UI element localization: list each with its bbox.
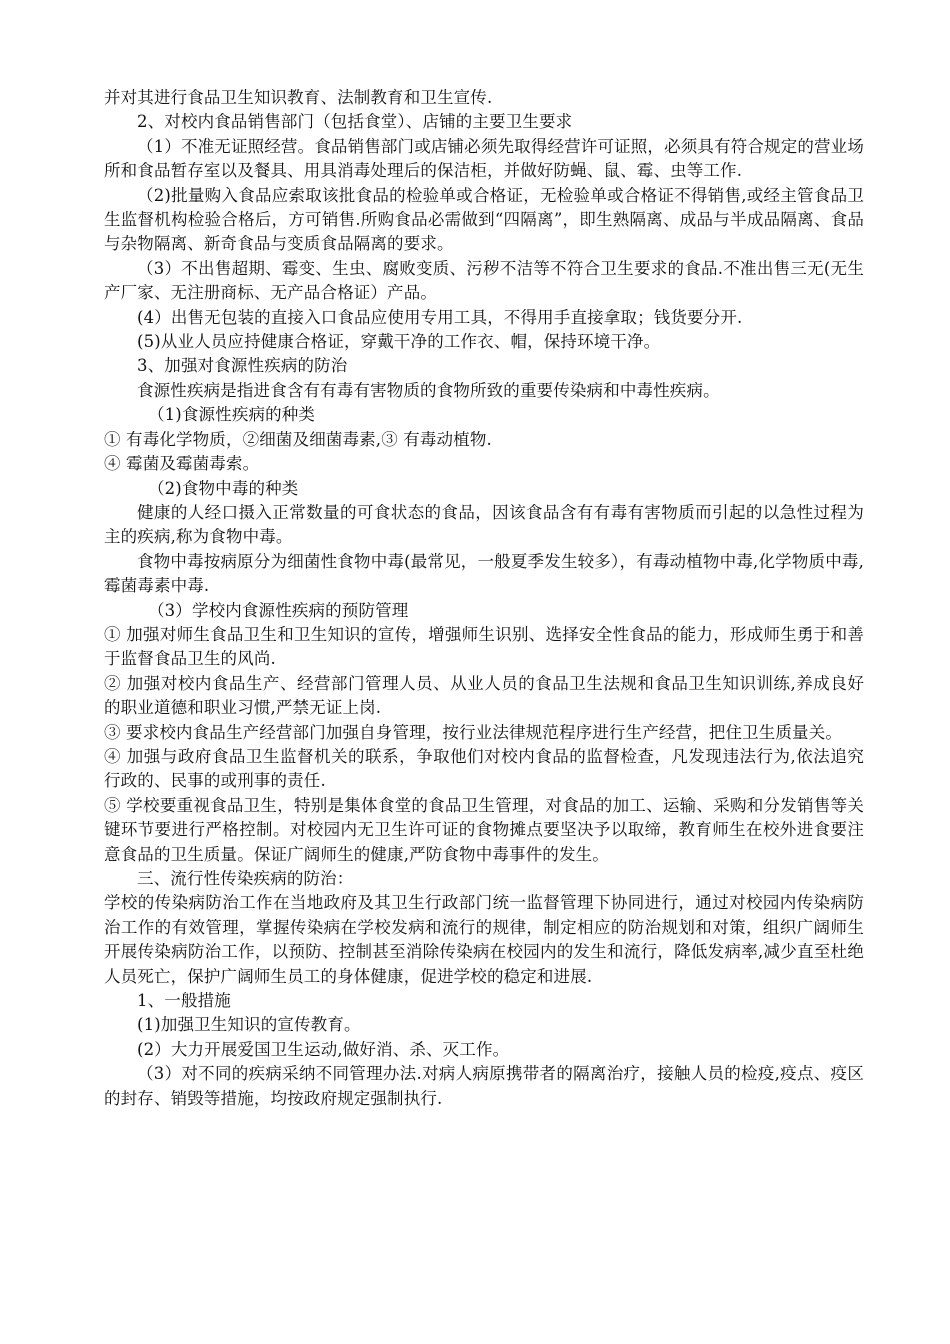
document-body — [104, 86, 864, 1111]
paragraph-1: 并对其进行食品卫生知识教育、法制教育和卫生宣传. — [104, 88, 493, 107]
subheading-poisoning-types: （2)食物中毒的种类 — [148, 478, 299, 498]
paragraph-requirement-3: （3）不出售超期、霉变、生虫、腐败变质、污秽不洁等不符合卫生要求的食品.不准出售三无(无生产厂家、无注册商标、无产品合格证）产品。 — [104, 258, 864, 303]
paragraph-requirement-4: (4）出售无包装的直接入口食品应使用专用工具，不得用手直接拿取；钱货要分开. — [137, 307, 743, 327]
paragraph-poisoning-definition: 健康的人经口摄入正常数量的可食状态的食品，因该食品含有有毒有害物质而引起的以急性过程为主的疾病,称为食物中毒。 — [104, 502, 864, 547]
paragraph-definition: 食源性疾病是指进食含有有毒有害物质的食物所致的重要传染病和中毒性疾病。 — [137, 380, 720, 400]
subheading-disease-types: （1)食源性疾病的种类 — [148, 405, 316, 425]
paragraph-requirement-1: （1）不准无证照经营。食品销售部门或店铺必须先取得经营许可证照，必须具有符合规定的营业场所和食品暂存室以及餐具、用具消毒处理后的保洁柜，并做好防蝇、鼠、霉、虫等工作. — [104, 136, 864, 181]
list-item-measure-2: (2）大力开展爱国卫生运动,做好消、杀、灭工作。 — [137, 1039, 510, 1059]
subheading-prevention: （3）学校内食源性疾病的预防管理 — [148, 600, 409, 620]
list-item-prevention-4: ④ 加强与政府食品卫生监督机关的联系，争取他们对校内食品的监督检查，凡发现违法行为,依法追究行政的、民事的或刑事的责任. — [104, 746, 864, 791]
section-heading-3: 3、加强对食源性疾病的防治 — [137, 356, 348, 376]
paragraph-requirement-2: （2)批量购入食品应索取该批食品的检验单或合格证，无检验单或合格证不得销售,或经主管食品卫生监督机构检验合格后，方可销售.所购食品必需做到“四隔离”，即生熟隔离、成品与半成品隔离、食品与杂物隔离、新奇食品与变质食品隔离的要求。 — [104, 185, 864, 254]
section-heading-infectious: 三、流行性传染疾病的防治： — [137, 869, 354, 888]
paragraph-poisoning-classification: 食物中毒按病原分为细菌性食物中毒(最常见，一般夏季发生较多），有毒动植物中毒,化学物质中毒,霉菌毒素中毒. — [104, 551, 864, 596]
list-item-measure-1: (1)加强卫生知识的宣传教育。 — [137, 1015, 361, 1035]
list-item-disease-types-a: ① 有毒化学物质，②细菌及细菌毒素,③ 有毒动植物. — [104, 429, 492, 449]
list-item-disease-types-b: ④ 霉菌及霉菌毒索。 — [104, 454, 260, 474]
paragraph-infectious-overview: 学校的传染病防治工作在当地政府及其卫生行政部门统一监督管理下协同进行，通过对校园内传染病防治工作的有效管理，掌握传染病在学校发病和流行的规律，制定相应的防治规划和对策，组织广阔师生开展传染病防治工作，以预防、控制甚至消除传染病在校园内的发生和流行，降低发病率,减少直至杜绝人员死亡，保护广阔师生员工的身体健康，促进学校的稳定和进展. — [104, 893, 864, 986]
subheading-general-measures: 1、一般措施 — [137, 991, 231, 1011]
list-item-prevention-2: ② 加强对校内食品生产、经营部门管理人员、从业人员的食品卫生法规和食品卫生知识训练,养成良好的职业道德和职业习惯,严禁无证上岗. — [104, 673, 864, 718]
list-item-measure-3: （3）对不同的疾病采纳不同管理办法.对病人病原携带者的隔离治疗，接触人员的检疫,疫点、疫区的封存、销毁等措施，均按政府规定强制执行. — [104, 1064, 864, 1108]
list-item-prevention-1: ① 加强对师生食品卫生和卫生知识的宣传，增强师生识别、选择安全性食品的能力，形成师生勇于和善于监督食品卫生的风尚. — [104, 624, 864, 669]
paragraph-requirement-5: (5)从业人员应持健康合格证，穿戴干净的工作衣、帽，保持环境干净。 — [137, 332, 661, 352]
list-item-prevention-3: ③ 要求校内食品生产经营部门加强自身管理，按行业法律规范程序进行生产经营，把住卫生质量关。 — [104, 722, 842, 742]
list-item-prevention-5: ⑤ 学校要重视食品卫生，特别是集体食堂的食品卫生管理，对食品的加工、运输、采购和分发销售等关键环节要进行严格控制。对校园内无卫生许可证的食物摊点要坚决予以取缔，教育师生在校外进食要注意食品的卫生质量。保证广阔师生的健康,严防食物中毒事件的发生。 — [104, 795, 864, 864]
section-heading-2: 2、对校内食品销售部门（包括食堂）、店铺的主要卫生要求 — [137, 112, 573, 132]
